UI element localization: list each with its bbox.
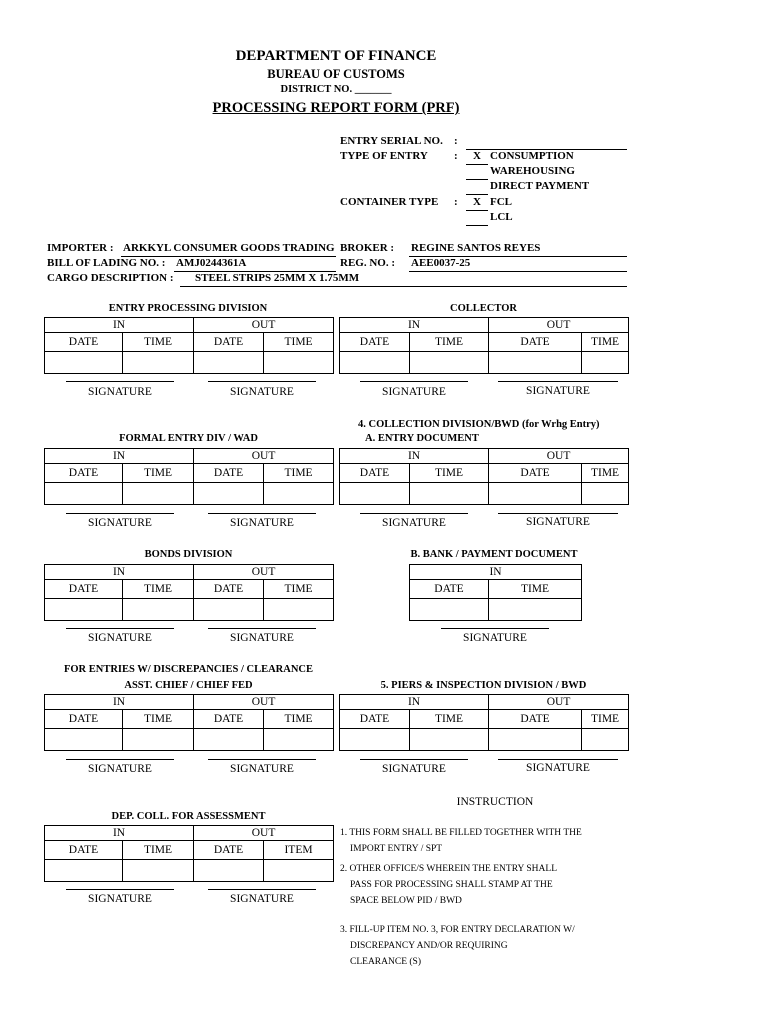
date-cell[interactable]	[194, 860, 264, 882]
piers-inspection-table	[339, 694, 629, 751]
type-of-entry-label: TYPE OF ENTRY	[340, 150, 428, 162]
discrepancies-heading: FOR ENTRIES W/ DISCREPANCIES / CLEARANCE	[63, 664, 314, 675]
signature-line[interactable]	[66, 513, 174, 514]
out-header: OUT	[489, 318, 629, 333]
formal-entry-heading: FORMAL ENTRY DIV / WAD	[119, 433, 258, 444]
out-header: OUT	[194, 695, 334, 710]
time-cell[interactable]	[582, 729, 629, 751]
out-header: OUT	[194, 449, 334, 464]
date-cell[interactable]	[194, 599, 264, 621]
consumption-option: CONSUMPTION	[490, 150, 574, 162]
bill-of-lading-value[interactable]: AMJ0244361A	[176, 257, 247, 269]
signature-line[interactable]	[66, 759, 174, 760]
time-header: TIME	[123, 333, 194, 352]
formal-entry-table	[44, 448, 334, 505]
broker-value[interactable]: REGINE SANTOS REYES	[411, 242, 541, 254]
date-header: DATE	[194, 580, 264, 599]
signature-line[interactable]	[498, 381, 618, 382]
container-type-label: CONTAINER TYPE	[340, 196, 439, 208]
time-header: TIME	[410, 333, 489, 352]
entry-serial-label: ENTRY SERIAL NO.	[340, 135, 443, 147]
signature-label: SIGNATURE	[230, 632, 294, 644]
out-header: OUT	[194, 565, 334, 580]
form-title: PROCESSING REPORT FORM (PRF)	[212, 100, 460, 116]
date-header: DATE	[194, 710, 264, 729]
signature-line[interactable]	[208, 628, 316, 629]
bill-of-lading-label: BILL OF LADING NO. :	[47, 257, 166, 269]
date-cell[interactable]	[489, 483, 582, 505]
time-header: TIME	[410, 464, 489, 483]
time-header: TIME	[123, 464, 194, 483]
entry-document-heading: A. ENTRY DOCUMENT	[365, 433, 479, 444]
signature-label: SIGNATURE	[463, 632, 527, 644]
date-header: DATE	[45, 464, 123, 483]
item-cell[interactable]	[264, 860, 334, 882]
date-cell[interactable]	[194, 729, 264, 751]
date-header: DATE	[489, 710, 582, 729]
collector-table	[339, 317, 629, 374]
time-header: TIME	[123, 580, 194, 599]
direct-payment-option: DIRECT PAYMENT	[490, 180, 590, 192]
in-header: IN	[45, 565, 194, 580]
asst-chief-heading: ASST. CHIEF / CHIEF FED	[124, 680, 253, 691]
dep-coll-heading: DEP. COLL. FOR ASSESSMENT	[111, 811, 266, 822]
in-header: IN	[340, 318, 489, 333]
consumption-mark[interactable]: X	[473, 150, 481, 162]
signature-label: SIGNATURE	[382, 386, 446, 398]
instruction-item-2: 2. OTHER OFFICE/S WHEREIN THE ENTRY SHALL PASS FOR PROCESSING SHALL STAMP AT THE SPACE BELOW PID / BWD	[340, 864, 558, 906]
time-header: TIME	[582, 333, 629, 352]
colon: :	[454, 150, 458, 162]
district-number: DISTRICT NO. _______	[280, 84, 392, 95]
signature-line[interactable]	[360, 381, 468, 382]
time-cell[interactable]	[410, 352, 489, 374]
instruction-title: INSTRUCTION	[456, 796, 534, 808]
date-header: DATE	[410, 580, 489, 599]
date-cell[interactable]	[489, 352, 582, 374]
in-header: IN	[45, 695, 194, 710]
out-header: OUT	[194, 826, 334, 841]
entry-processing-table	[44, 317, 334, 374]
time-header: TIME	[489, 580, 582, 599]
dep-coll-table	[44, 825, 334, 882]
department-title: DEPARTMENT OF FINANCE	[235, 48, 437, 64]
signature-label: SIGNATURE	[230, 386, 294, 398]
signature-label: SIGNATURE	[88, 763, 152, 775]
out-header: OUT	[194, 318, 334, 333]
signature-label: SIGNATURE	[230, 517, 294, 529]
time-cell[interactable]	[123, 599, 194, 621]
in-header: IN	[45, 826, 194, 841]
date-header: DATE	[45, 710, 123, 729]
date-cell[interactable]	[340, 729, 410, 751]
date-header: DATE	[489, 333, 582, 352]
date-cell[interactable]	[45, 860, 123, 882]
bonds-division-table	[44, 564, 334, 621]
time-cell[interactable]	[264, 483, 334, 505]
signature-line[interactable]	[208, 381, 316, 382]
date-header: DATE	[45, 333, 123, 352]
signature-label: SIGNATURE	[526, 516, 590, 528]
signature-label: SIGNATURE	[230, 763, 294, 775]
time-cell[interactable]	[264, 352, 334, 374]
date-cell[interactable]	[194, 483, 264, 505]
time-cell[interactable]	[123, 483, 194, 505]
signature-label: SIGNATURE	[88, 517, 152, 529]
date-header: DATE	[194, 333, 264, 352]
entry-document-table	[339, 448, 629, 505]
signature-label: SIGNATURE	[88, 893, 152, 905]
date-header: DATE	[489, 464, 582, 483]
time-cell[interactable]	[123, 860, 194, 882]
broker-label: BROKER :	[340, 242, 395, 254]
bank-payment-heading: B. BANK / PAYMENT DOCUMENT	[410, 549, 578, 560]
time-header: TIME	[264, 464, 334, 483]
cargo-description-label: CARGO DESCRIPTION :	[47, 272, 174, 284]
time-cell[interactable]	[264, 599, 334, 621]
signature-line[interactable]	[66, 889, 174, 890]
instruction-item-3: 3. FILL-UP ITEM NO. 3, FOR ENTRY DECLARATION W/ DISCREPANCY AND/OR REQUIRING CLEARANCE (S)	[340, 925, 575, 967]
out-header: OUT	[489, 695, 629, 710]
asst-chief-table	[44, 694, 334, 751]
lcl-option: LCL	[490, 211, 513, 223]
collection-division-heading: 4. COLLECTION DIVISION/BWD (for Wrhg Entry)	[358, 419, 600, 430]
date-header: DATE	[340, 464, 410, 483]
date-cell[interactable]	[45, 729, 123, 751]
time-cell[interactable]	[582, 483, 629, 505]
date-header: DATE	[340, 710, 410, 729]
time-header: TIME	[410, 710, 489, 729]
date-cell[interactable]	[410, 599, 489, 621]
signature-line[interactable]	[360, 759, 468, 760]
bank-payment-table	[409, 564, 582, 621]
date-cell[interactable]	[340, 352, 410, 374]
colon: :	[454, 196, 458, 208]
signature-label: SIGNATURE	[526, 762, 590, 774]
fcl-option: FCL	[490, 196, 512, 208]
time-cell[interactable]	[264, 729, 334, 751]
signature-line[interactable]	[208, 759, 316, 760]
date-header: DATE	[194, 464, 264, 483]
bureau-title: BUREAU OF CUSTOMS	[267, 67, 405, 81]
importer-value[interactable]: ARKKYL CONSUMER GOODS TRADING	[123, 242, 335, 254]
entry-processing-heading: ENTRY PROCESSING DIVISION	[108, 303, 268, 314]
bonds-division-heading: BONDS DIVISION	[144, 549, 233, 560]
date-cell[interactable]	[340, 483, 410, 505]
date-cell[interactable]	[45, 599, 123, 621]
signature-line[interactable]	[208, 513, 316, 514]
time-cell[interactable]	[410, 729, 489, 751]
piers-inspection-heading: 5. PIERS & INSPECTION DIVISION / BWD	[380, 680, 587, 691]
time-cell[interactable]	[410, 483, 489, 505]
signature-line[interactable]	[66, 381, 174, 382]
signature-label: SIGNATURE	[526, 385, 590, 397]
time-header: TIME	[264, 333, 334, 352]
time-header: TIME	[264, 710, 334, 729]
time-header: TIME	[582, 710, 629, 729]
time-header: TIME	[582, 464, 629, 483]
reg-no-label: REG. NO. :	[340, 257, 395, 269]
item-header: ITEM	[264, 841, 334, 860]
time-cell[interactable]	[489, 599, 582, 621]
signature-label: SIGNATURE	[230, 893, 294, 905]
warehousing-option: WAREHOUSING	[490, 165, 575, 177]
in-header: IN	[45, 449, 194, 464]
instruction-item-1: 1. THIS FORM SHALL BE FILLED TOGETHER WITH THE IMPORT ENTRY / SPT	[340, 828, 582, 854]
in-header: IN	[45, 318, 194, 333]
signature-line[interactable]	[441, 628, 549, 629]
cargo-description-value[interactable]: STEEL STRIPS 25MM X 1.75MM	[195, 272, 360, 284]
date-cell[interactable]	[45, 483, 123, 505]
time-header: TIME	[264, 580, 334, 599]
fcl-mark[interactable]: X	[473, 196, 481, 208]
date-header: DATE	[340, 333, 410, 352]
signature-label: SIGNATURE	[88, 632, 152, 644]
reg-no-value[interactable]: AEE0037-25	[411, 257, 471, 269]
time-cell[interactable]	[582, 352, 629, 374]
date-cell[interactable]	[194, 352, 264, 374]
importer-label: IMPORTER :	[47, 242, 114, 254]
date-cell[interactable]	[45, 352, 123, 374]
signature-label: SIGNATURE	[382, 517, 446, 529]
signature-line[interactable]	[360, 513, 468, 514]
date-header: DATE	[194, 841, 264, 860]
in-header: IN	[340, 695, 489, 710]
signature-line[interactable]	[498, 759, 618, 760]
signature-label: SIGNATURE	[88, 386, 152, 398]
date-header: DATE	[45, 841, 123, 860]
out-header: OUT	[489, 449, 629, 464]
collector-heading: COLLECTOR	[450, 303, 517, 314]
date-cell[interactable]	[489, 729, 582, 751]
signature-line[interactable]	[208, 889, 316, 890]
in-header: IN	[410, 565, 582, 580]
signature-line[interactable]	[66, 628, 174, 629]
colon: :	[454, 135, 458, 147]
time-header: TIME	[123, 710, 194, 729]
time-cell[interactable]	[123, 352, 194, 374]
time-header: TIME	[123, 841, 194, 860]
in-header: IN	[340, 449, 489, 464]
signature-label: SIGNATURE	[382, 763, 446, 775]
date-header: DATE	[45, 580, 123, 599]
time-cell[interactable]	[123, 729, 194, 751]
signature-line[interactable]	[498, 513, 618, 514]
